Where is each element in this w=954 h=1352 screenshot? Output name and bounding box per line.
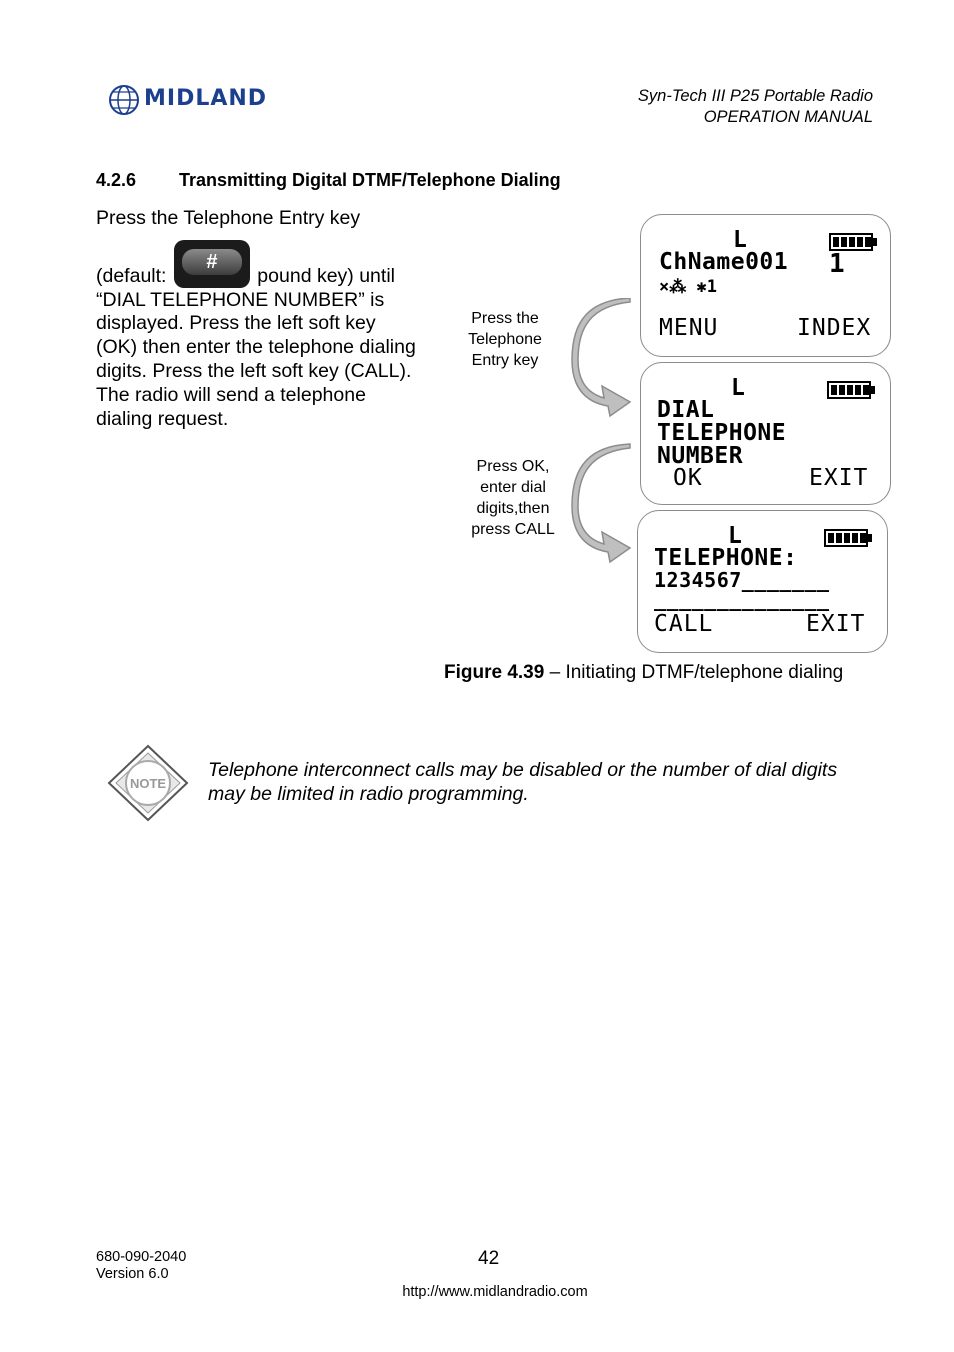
battery-icon [827,381,871,399]
section-number: 4.2.6 [96,170,137,190]
footer-url[interactable]: http://www.midlandradio.com [402,1284,588,1300]
default-suffix: pound key) until [251,264,395,287]
step1-caption: Press the Telephone Entry key [468,310,542,369]
status-icons: ⨯⁂ ✱1 [659,277,717,297]
softkey-menu: MENU [659,315,719,341]
figure-label: Figure 4.39 [444,662,545,683]
instruction-paragraph [96,207,416,431]
globe-icon [106,78,142,122]
lcd-screen-telephone [637,510,888,653]
note-icon [107,744,189,822]
instruction-line1: Press the Telephone Entry key [96,207,361,229]
dial-line3: NUMBER [657,443,744,469]
brand-wordmark: MIDLAND [144,86,268,111]
softkey-index: INDEX [797,315,872,341]
pound-key-icon [174,240,250,288]
dialed-digits: 1234567_______ [654,568,830,592]
curved-arrow-2 [572,444,630,562]
default-prefix: (default: [96,264,172,287]
instruction-rest: “DIAL TELEPHONE NUMBER” is displayed. Press the left soft key (OK) then enter the telephone dialing digits. Press the left soft key (CALL). The radio will send a telephone dialing request. [96,288,416,430]
digit-placeholder-line: ______________ [654,587,830,611]
section-title: Transmitting Digital DTMF/Telephone Dialing [179,170,561,190]
battery-icon [824,529,868,547]
pound-key-glyph: # [182,249,242,275]
product-title: Syn-Tech III P25 Portable Radio [637,87,873,105]
note-badge-text: NOTE [129,776,167,791]
dial-line1: DIAL [657,397,715,423]
lcd-screen-home [640,214,891,357]
flow-arrows [570,298,636,568]
mode-indicator: L [733,227,748,253]
midland-logo [106,78,306,122]
manual-title: OPERATION MANUAL [703,108,873,126]
channel-name: ChName001 [659,249,789,275]
softkey-call: CALL [654,611,714,637]
page-number: 42 [478,1248,500,1269]
zone-number: 1 [829,249,846,279]
footer-doc-info [96,1249,186,1283]
curved-arrow-1 [572,298,630,416]
step2-caption: Press OK, enter dial digits,then press CALL [471,458,555,538]
doc-number: 680-090-2040 [96,1249,187,1265]
mode-indicator: L [731,375,746,401]
softkey-exit: EXIT [806,611,866,637]
dial-line2: TELEPHONE [657,420,787,446]
note-text: Telephone interconnect calls may be disabled or the number of dial digits may be limited in radio programming. [208,759,838,805]
doc-version: Version 6.0 [96,1266,169,1282]
softkey-ok: OK [673,465,703,491]
figure-caption-text: – Initiating DTMF/telephone dialing [544,662,844,683]
telephone-label: TELEPHONE: [654,545,798,571]
softkey-exit: EXIT [809,465,869,491]
mode-indicator: L [728,523,743,549]
lcd-screen-dial [640,362,891,505]
figure-caption [444,662,843,684]
